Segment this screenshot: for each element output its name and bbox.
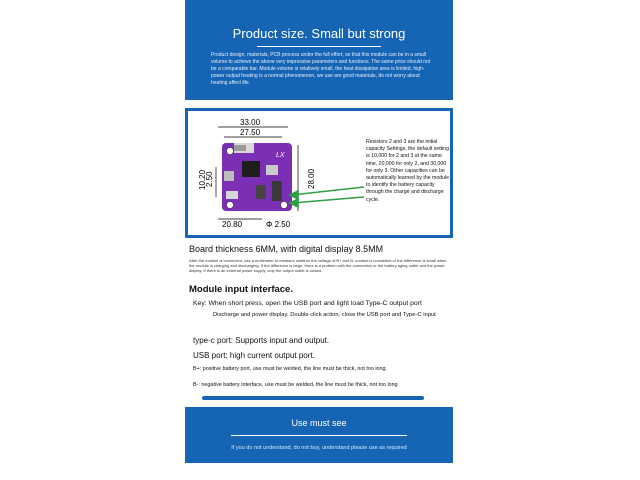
use-must-see-banner xyxy=(185,407,453,463)
key-description-line2: Discharge and power display. Double click action, close the USB port and Type-C input xyxy=(213,312,436,318)
dim-hole: Φ 2.50 xyxy=(266,220,291,229)
dim-height-right: 28.00 xyxy=(307,168,316,189)
dimension-diagram-panel xyxy=(185,108,453,238)
dim-width-bottom: 20.80 xyxy=(222,220,243,229)
bottom-banner-title: Use must see xyxy=(291,418,347,428)
chip xyxy=(242,161,260,177)
bottom-banner-subtitle: If you do not understand, do not buy, understand please use as required xyxy=(231,445,407,451)
usb-c-port xyxy=(266,165,278,175)
mount-hole xyxy=(227,202,234,209)
product-size-banner xyxy=(185,0,453,100)
bplus-description: B+: positive battery port, use must be welded, the line must be thick, not too long. xyxy=(193,366,388,372)
pointer-arrows xyxy=(290,187,364,207)
banner-title: Product size. Small but strong xyxy=(232,26,406,41)
board-thickness: Board thickness 6MM, with digital display 8.5MM xyxy=(189,244,384,254)
resistor-note: Resistors 2 and 3 are the initial capacity Settings, the default setting is 10,000 for 2 and 3 at the same time, 20,000 for only 2, and 30,000 for only 3. Other capacities can be automatically learned by the module to identify the battery capacity through the charge and discharge cycle. xyxy=(366,139,450,203)
module-input-heading: Module input interface. xyxy=(189,284,293,295)
section-divider xyxy=(202,396,424,400)
board-marking: LX xyxy=(276,152,285,159)
bminus-description: B-: negative battery interface, use must be welded, the line must be thick, not too long xyxy=(193,382,398,388)
usb-port-description: USB port: high current output port. xyxy=(193,351,315,360)
dim-width-inner: 27.50 xyxy=(240,128,261,137)
dim-height-left-2: 2.50 xyxy=(205,171,214,187)
dim-height-left-1: 10.20 xyxy=(198,169,207,190)
typec-port-description: type-c port: Supports input and output. xyxy=(193,336,330,345)
key-description-line1: Key: When short press, open the USB port and light load Type-C output port xyxy=(193,300,422,307)
banner-description: Product design, materials, PCB process under the full effort, so that this module can be in a small volume to achieve the above very impressive parameters and functions. The same price should not be a comparable bar. Module volume is relatively small, the heat dissipation area is limited, high-power output heating is a normal phenomenon, we use are good materials, do not worry about heating affect life. xyxy=(211,52,431,86)
banner-divider xyxy=(257,46,381,47)
bottom-banner-divider xyxy=(231,435,407,436)
dim-width-total: 33.00 xyxy=(240,118,261,127)
connection-note: After the module is connected, use a multimeter to measure whether the voltage of B+ and B- contact is consistent or the difference is small when the module is charging and discharging. If the difference is large, there is a problem with the connection or the battery aging outlet and the power display. If there is an external power supply, only the output outlet is closed. xyxy=(189,258,447,273)
